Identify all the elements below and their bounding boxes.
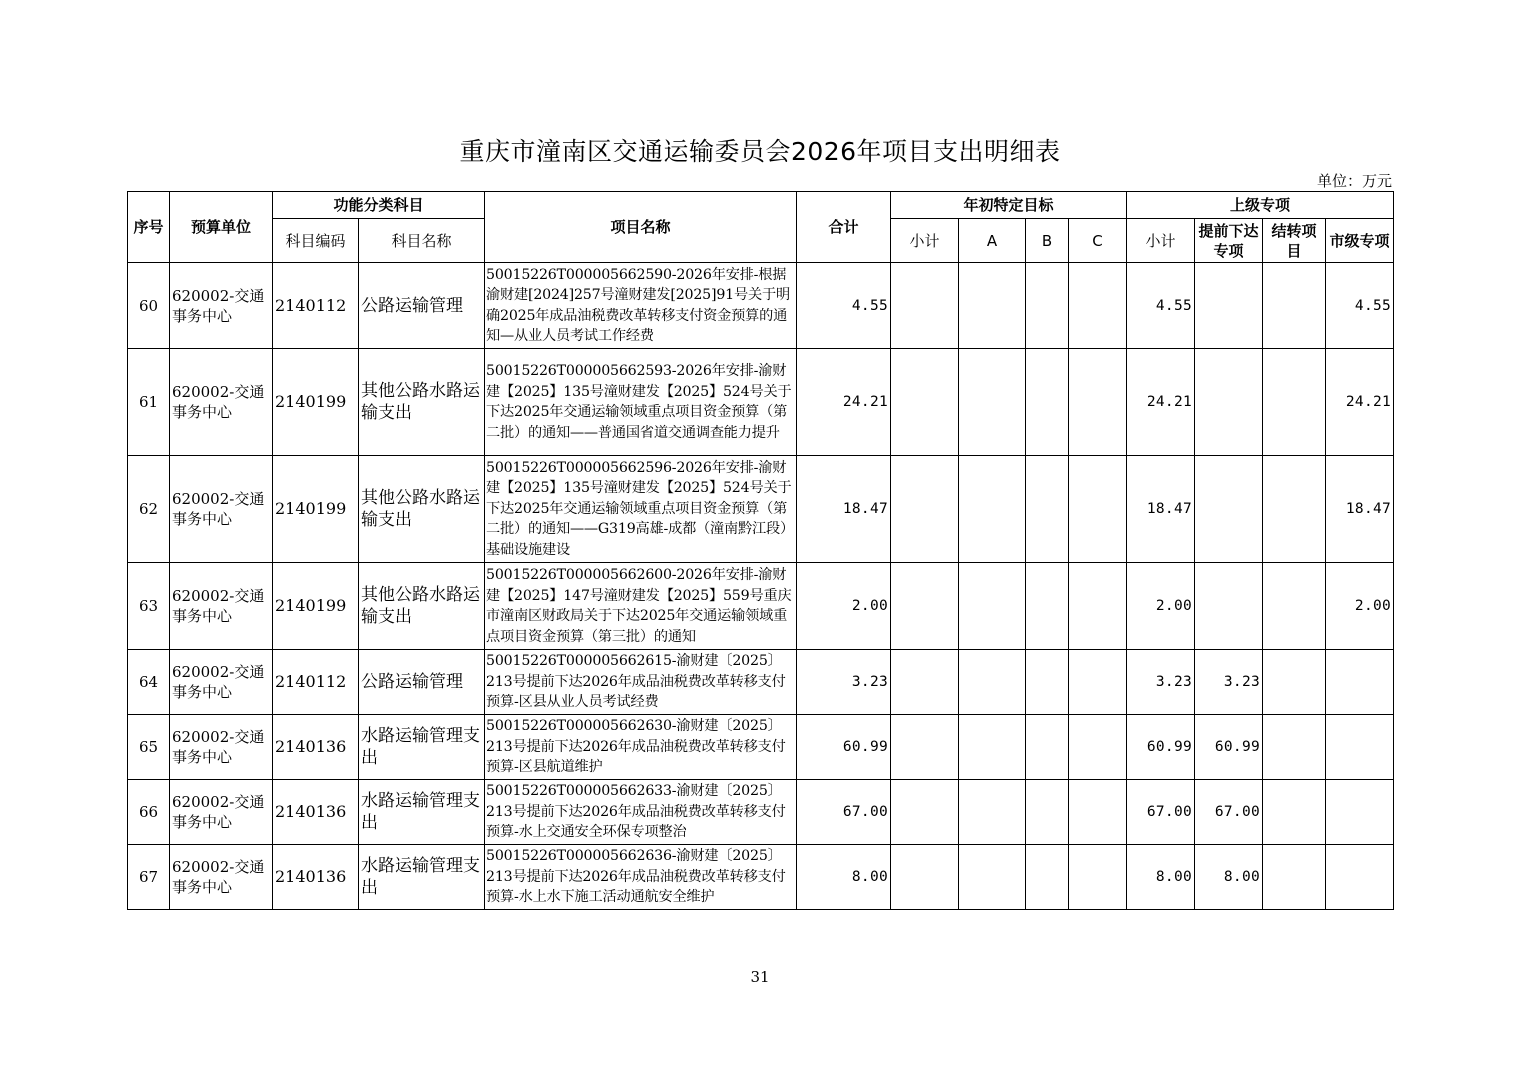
page-title: 重庆市潼南区交通运输委员会2026年项目支出明细表 bbox=[459, 137, 1061, 166]
row-col-a bbox=[959, 780, 1026, 845]
header-city: 市级专项 bbox=[1326, 219, 1394, 263]
row-city: 4.55 bbox=[1326, 263, 1394, 349]
row-subject-name: 公路运输管理 bbox=[359, 650, 485, 715]
row-carryover bbox=[1263, 845, 1326, 910]
row-target-subtotal bbox=[891, 263, 959, 349]
row-total: 4.55 bbox=[797, 263, 891, 349]
row-subject-code: 2140199 bbox=[273, 456, 359, 563]
row-col-b bbox=[1026, 715, 1069, 780]
row-seq: 65 bbox=[128, 715, 170, 780]
row-budget-unit: 620002-交通事务中心 bbox=[170, 456, 273, 563]
header-func-class: 功能分类科目 bbox=[273, 192, 485, 219]
table-row bbox=[128, 650, 1394, 715]
row-subject-name: 其他公路水路运输支出 bbox=[359, 349, 485, 456]
row-city: 2.00 bbox=[1326, 563, 1394, 650]
row-col-c bbox=[1069, 650, 1127, 715]
row-col-b bbox=[1026, 650, 1069, 715]
row-carryover bbox=[1263, 349, 1326, 456]
row-superior-subtotal: 2.00 bbox=[1127, 563, 1195, 650]
header-subject-name: 科目名称 bbox=[359, 219, 485, 263]
table-row bbox=[128, 845, 1394, 910]
row-project-name: 50015226T000005662633-渝财建〔2025〕213号提前下达2026年成品油税费改革转移支付预算-水上交通安全环保专项整治 bbox=[485, 780, 797, 845]
row-total: 18.47 bbox=[797, 456, 891, 563]
row-subject-code: 2140199 bbox=[273, 349, 359, 456]
row-col-c bbox=[1069, 845, 1127, 910]
row-col-a bbox=[959, 563, 1026, 650]
row-col-b bbox=[1026, 845, 1069, 910]
row-carryover bbox=[1263, 456, 1326, 563]
row-city: 24.21 bbox=[1326, 349, 1394, 456]
row-project-name: 50015226T000005662615-渝财建〔2025〕213号提前下达2026年成品油税费改革转移支付预算-区县从业人员考试经费 bbox=[485, 650, 797, 715]
row-subject-name: 其他公路水路运输支出 bbox=[359, 456, 485, 563]
row-target-subtotal bbox=[891, 780, 959, 845]
budget-table bbox=[127, 191, 1394, 910]
header-annual-target: 年初特定目标 bbox=[891, 192, 1127, 219]
row-subject-code: 2140112 bbox=[273, 263, 359, 349]
row-total: 3.23 bbox=[797, 650, 891, 715]
header-superior: 上级专项 bbox=[1127, 192, 1394, 219]
row-advance: 67.00 bbox=[1195, 780, 1263, 845]
row-subject-code: 2140136 bbox=[273, 715, 359, 780]
header-project-name: 项目名称 bbox=[485, 192, 797, 263]
row-col-a bbox=[959, 263, 1026, 349]
row-subject-name: 公路运输管理 bbox=[359, 263, 485, 349]
row-seq: 67 bbox=[128, 845, 170, 910]
table-row bbox=[128, 715, 1394, 780]
row-superior-subtotal: 3.23 bbox=[1127, 650, 1195, 715]
row-advance: 8.00 bbox=[1195, 845, 1263, 910]
row-seq: 63 bbox=[128, 563, 170, 650]
row-budget-unit: 620002-交通事务中心 bbox=[170, 650, 273, 715]
row-col-c bbox=[1069, 263, 1127, 349]
header-total: 合计 bbox=[797, 192, 891, 263]
row-subject-name: 水路运输管理支出 bbox=[359, 715, 485, 780]
row-subject-code: 2140112 bbox=[273, 650, 359, 715]
row-project-name: 50015226T000005662636-渝财建〔2025〕213号提前下达2026年成品油税费改革转移支付预算-水上水下施工活动通航安全维护 bbox=[485, 845, 797, 910]
row-subject-name: 水路运输管理支出 bbox=[359, 845, 485, 910]
row-total: 8.00 bbox=[797, 845, 891, 910]
row-col-a bbox=[959, 456, 1026, 563]
row-target-subtotal bbox=[891, 650, 959, 715]
row-budget-unit: 620002-交通事务中心 bbox=[170, 780, 273, 845]
row-superior-subtotal: 60.99 bbox=[1127, 715, 1195, 780]
header-superior-subtotal: 小计 bbox=[1127, 219, 1195, 263]
row-target-subtotal bbox=[891, 845, 959, 910]
row-superior-subtotal: 67.00 bbox=[1127, 780, 1195, 845]
row-subject-code: 2140136 bbox=[273, 780, 359, 845]
row-advance bbox=[1195, 349, 1263, 456]
table-row bbox=[128, 780, 1394, 845]
table-row bbox=[128, 563, 1394, 650]
row-target-subtotal bbox=[891, 456, 959, 563]
row-carryover bbox=[1263, 563, 1326, 650]
page-number: 31 bbox=[750, 968, 770, 986]
row-seq: 66 bbox=[128, 780, 170, 845]
row-project-name: 50015226T000005662596-2026年安排-渝财建【2025】135号潼财建发【2025】524号关于下达2025年交通运输领域重点项目资金预算（第二批）的通知——G319高雄-成都（潼南黔江段）基础设施建设 bbox=[485, 456, 797, 563]
row-col-b bbox=[1026, 563, 1069, 650]
row-col-c bbox=[1069, 563, 1127, 650]
row-col-b bbox=[1026, 456, 1069, 563]
header-advance: 提前下达专项 bbox=[1195, 219, 1263, 263]
row-subject-code: 2140199 bbox=[273, 563, 359, 650]
header-col-c: C bbox=[1069, 219, 1127, 263]
header-col-a: A bbox=[959, 219, 1026, 263]
row-budget-unit: 620002-交通事务中心 bbox=[170, 349, 273, 456]
row-col-c bbox=[1069, 349, 1127, 456]
row-target-subtotal bbox=[891, 715, 959, 780]
row-col-a bbox=[959, 845, 1026, 910]
row-seq: 61 bbox=[128, 349, 170, 456]
unit-label: 单位：万元 bbox=[1316, 172, 1392, 190]
header-col-b: B bbox=[1026, 219, 1069, 263]
header-carryover: 结转项目 bbox=[1263, 219, 1326, 263]
row-budget-unit: 620002-交通事务中心 bbox=[170, 715, 273, 780]
row-city: 18.47 bbox=[1326, 456, 1394, 563]
row-carryover bbox=[1263, 715, 1326, 780]
row-budget-unit: 620002-交通事务中心 bbox=[170, 263, 273, 349]
row-city bbox=[1326, 715, 1394, 780]
row-col-b bbox=[1026, 263, 1069, 349]
header-target-subtotal: 小计 bbox=[891, 219, 959, 263]
row-advance: 3.23 bbox=[1195, 650, 1263, 715]
row-col-c bbox=[1069, 715, 1127, 780]
row-subject-name: 水路运输管理支出 bbox=[359, 780, 485, 845]
row-city bbox=[1326, 845, 1394, 910]
table-row bbox=[128, 349, 1394, 456]
row-total: 67.00 bbox=[797, 780, 891, 845]
row-total: 60.99 bbox=[797, 715, 891, 780]
row-superior-subtotal: 24.21 bbox=[1127, 349, 1195, 456]
row-city bbox=[1326, 650, 1394, 715]
row-col-a bbox=[959, 349, 1026, 456]
row-carryover bbox=[1263, 650, 1326, 715]
row-advance: 60.99 bbox=[1195, 715, 1263, 780]
row-seq: 62 bbox=[128, 456, 170, 563]
row-total: 24.21 bbox=[797, 349, 891, 456]
row-superior-subtotal: 4.55 bbox=[1127, 263, 1195, 349]
row-col-b bbox=[1026, 780, 1069, 845]
row-city bbox=[1326, 780, 1394, 845]
row-carryover bbox=[1263, 780, 1326, 845]
row-seq: 64 bbox=[128, 650, 170, 715]
row-advance bbox=[1195, 456, 1263, 563]
row-seq: 60 bbox=[128, 263, 170, 349]
header-subject-code: 科目编码 bbox=[273, 219, 359, 263]
table-row bbox=[128, 456, 1394, 563]
row-total: 2.00 bbox=[797, 563, 891, 650]
row-superior-subtotal: 8.00 bbox=[1127, 845, 1195, 910]
row-target-subtotal bbox=[891, 563, 959, 650]
row-advance bbox=[1195, 563, 1263, 650]
table-row bbox=[128, 263, 1394, 349]
header-seq: 序号 bbox=[128, 192, 170, 263]
row-target-subtotal bbox=[891, 349, 959, 456]
row-superior-subtotal: 18.47 bbox=[1127, 456, 1195, 563]
row-project-name: 50015226T000005662600-2026年安排-渝财建【2025】147号潼财建发【2025】559号重庆市潼南区财政局关于下达2025年交通运输领域重点项目资金预算（第三批）的通知 bbox=[485, 563, 797, 650]
row-col-a bbox=[959, 650, 1026, 715]
row-advance bbox=[1195, 263, 1263, 349]
row-budget-unit: 620002-交通事务中心 bbox=[170, 845, 273, 910]
row-project-name: 50015226T000005662593-2026年安排-渝财建【2025】135号潼财建发【2025】524号关于下达2025年交通运输领域重点项目资金预算（第二批）的通知——普通国省道交通调查能力提升 bbox=[485, 349, 797, 456]
row-col-a bbox=[959, 715, 1026, 780]
row-subject-code: 2140136 bbox=[273, 845, 359, 910]
row-project-name: 50015226T000005662590-2026年安排-根据渝财建[2024]257号潼财建发[2025]91号关于明确2025年成品油税费改革转移支付资金预算的通知—从业人员考试工作经费 bbox=[485, 263, 797, 349]
row-project-name: 50015226T000005662630-渝财建〔2025〕213号提前下达2026年成品油税费改革转移支付预算-区县航道维护 bbox=[485, 715, 797, 780]
row-col-c bbox=[1069, 456, 1127, 563]
row-carryover bbox=[1263, 263, 1326, 349]
row-subject-name: 其他公路水路运输支出 bbox=[359, 563, 485, 650]
header-budget-unit: 预算单位 bbox=[170, 192, 273, 263]
row-budget-unit: 620002-交通事务中心 bbox=[170, 563, 273, 650]
row-col-b bbox=[1026, 349, 1069, 456]
row-col-c bbox=[1069, 780, 1127, 845]
